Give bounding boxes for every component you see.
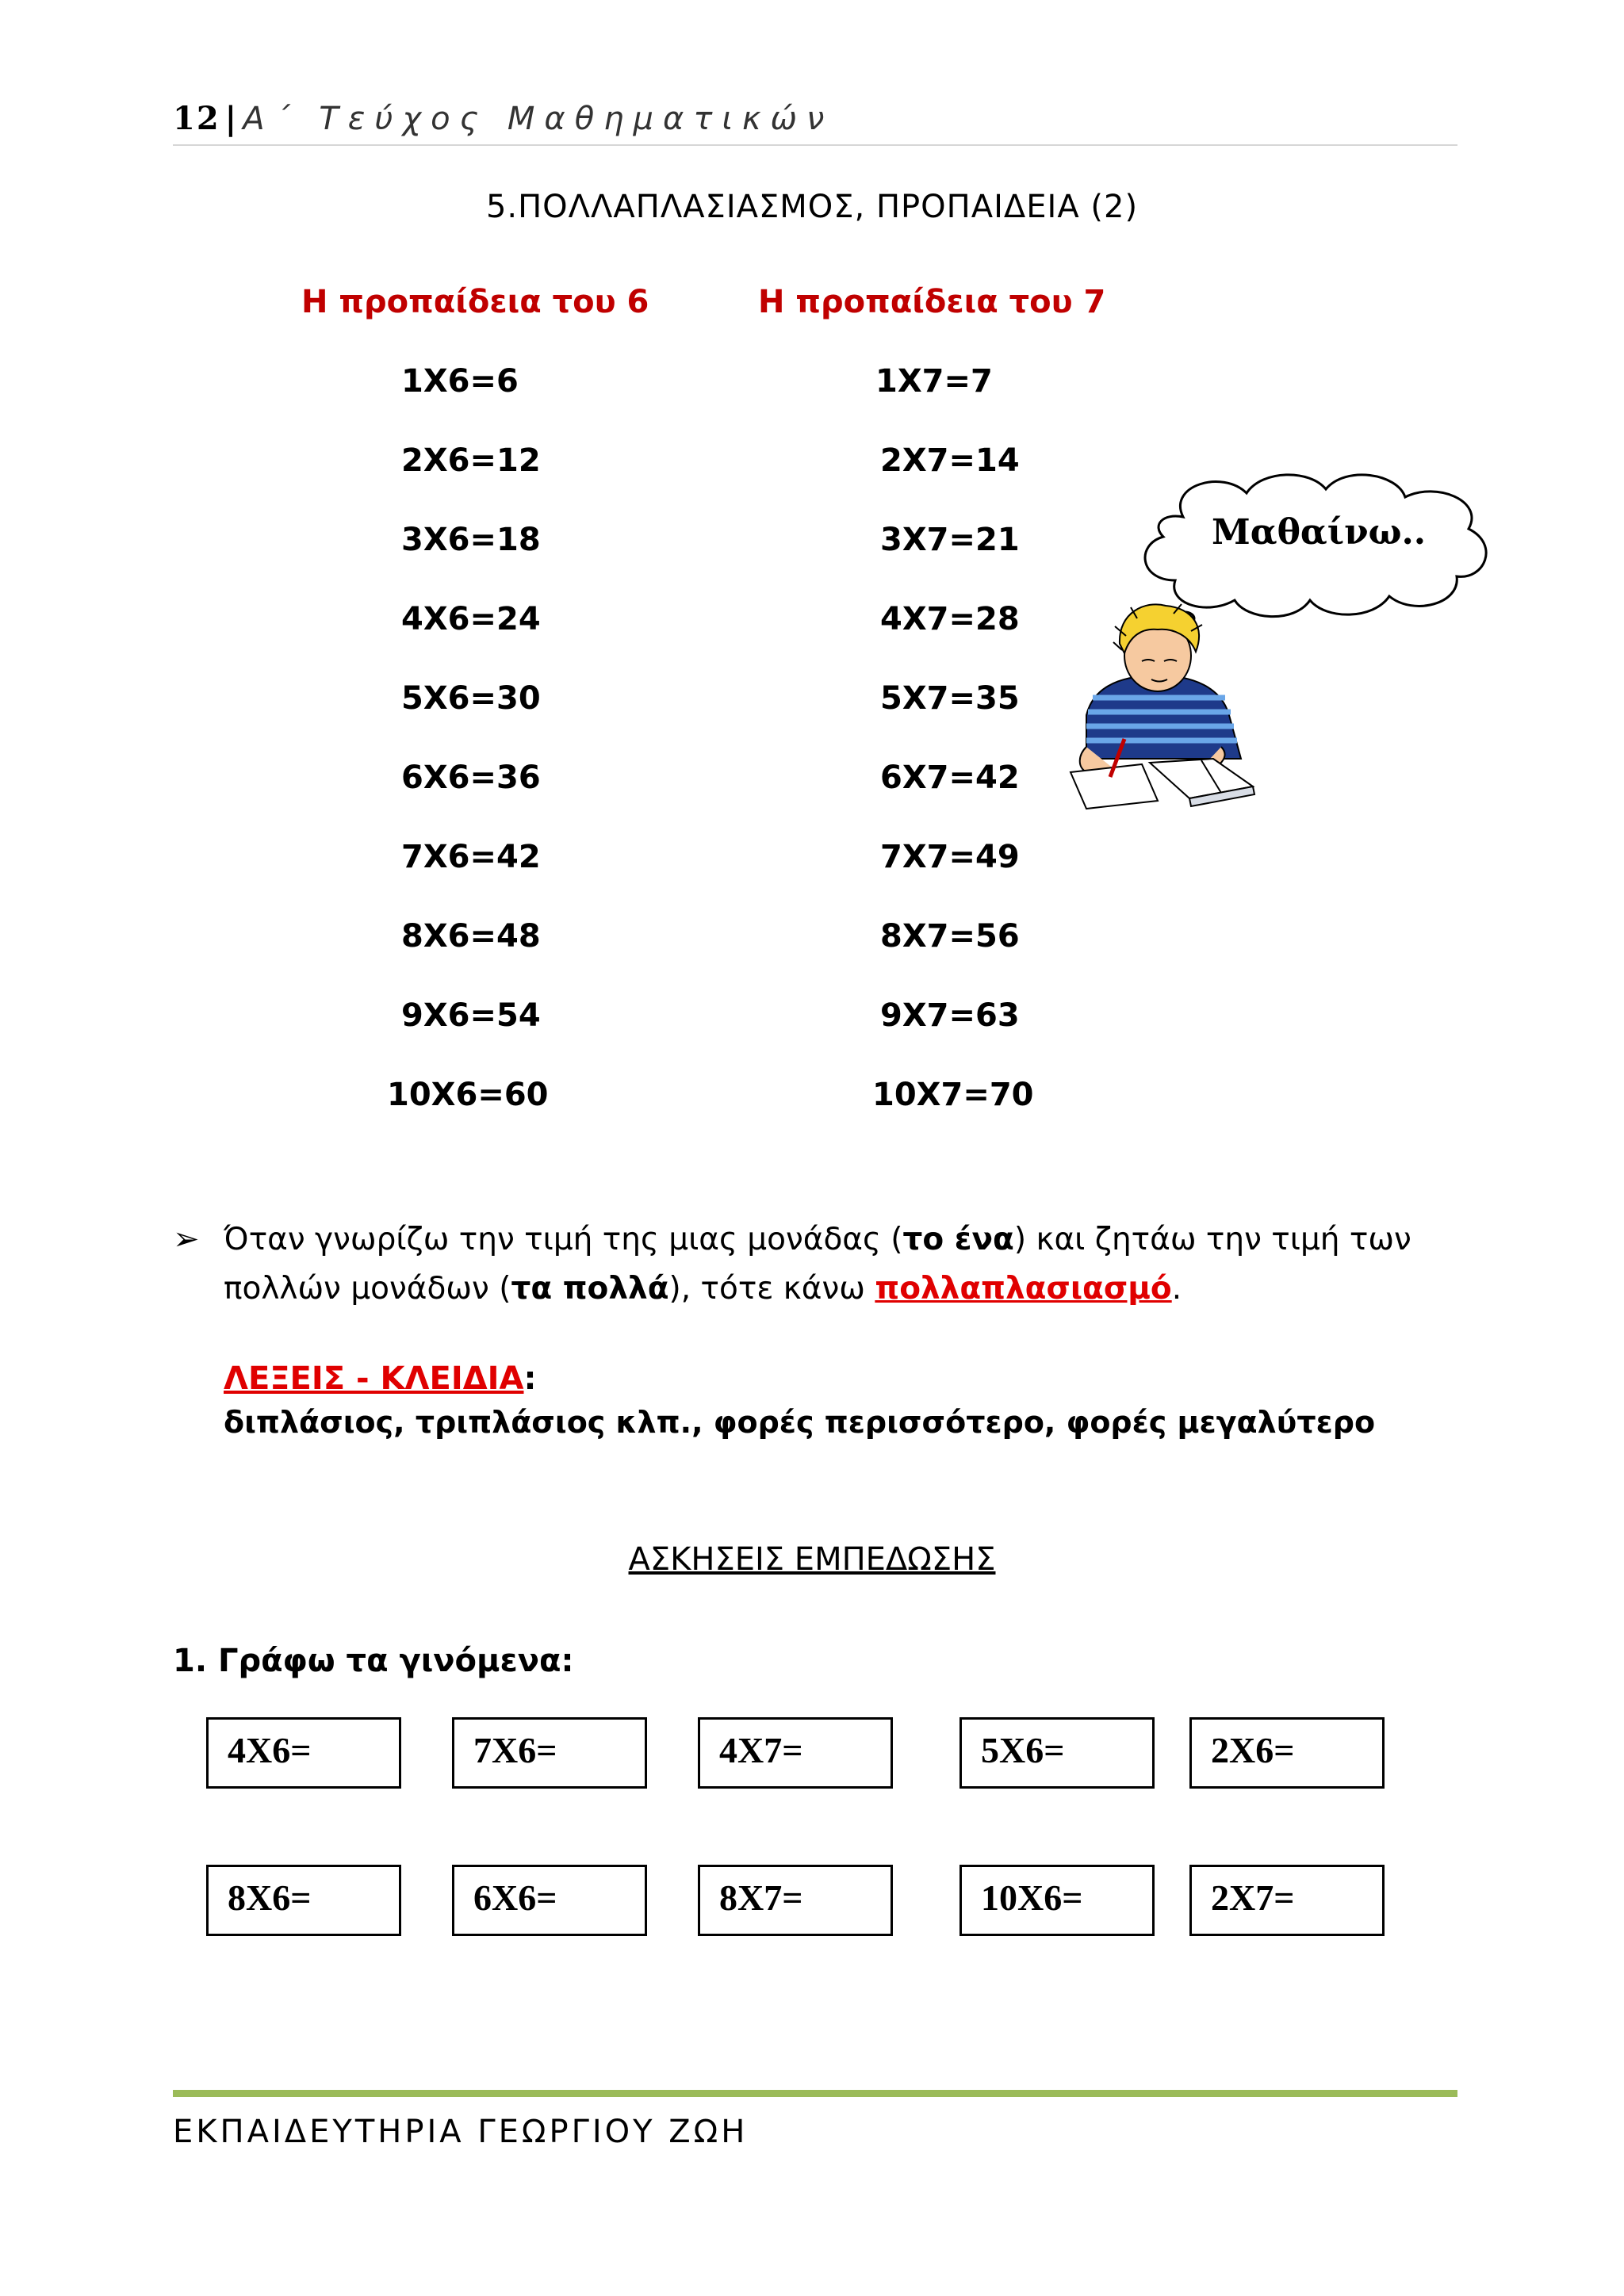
- answer-box[interactable]: 7X6=: [452, 1717, 647, 1789]
- rule-bold-many: τα πολλά: [511, 1271, 669, 1307]
- table7-row: 3X7=21: [880, 522, 1020, 558]
- answer-box[interactable]: 2X7=: [1189, 1865, 1385, 1936]
- header-separator: |: [224, 100, 239, 137]
- header-title: Α΄ Τεύχος Μαθηματικών: [243, 101, 834, 137]
- table6-row: 5X6=30: [401, 680, 541, 717]
- footer-divider: [173, 2090, 1457, 2097]
- bubble-text: Μαθαίνω..: [1212, 512, 1427, 553]
- table7-row: 9X7=63: [880, 997, 1020, 1034]
- rule-text: Όταν γνωρίζω την τιμή της μιας μονάδας (: [224, 1222, 903, 1257]
- table6-heading: Η προπαίδεια του 6: [301, 284, 649, 320]
- answer-box[interactable]: 4X6=: [206, 1717, 401, 1789]
- table7-row: 10X7=70: [872, 1077, 1034, 1113]
- table6-row: 4X6=24: [401, 601, 541, 637]
- rule-paragraph: [224, 1215, 1461, 1314]
- table7-heading: Η προπαίδεια του 7: [758, 284, 1106, 320]
- table7-row: 4X7=28: [880, 601, 1020, 637]
- rule-text: .: [1171, 1271, 1182, 1307]
- table7-row: 2X7=14: [880, 442, 1020, 479]
- answer-box[interactable]: 8X7=: [698, 1865, 893, 1936]
- answer-box[interactable]: 4X7=: [698, 1717, 893, 1789]
- table7-row: 1X7=7: [875, 363, 993, 400]
- table6-row: 9X6=54: [401, 997, 541, 1034]
- page-header: [173, 100, 833, 137]
- rule-highlight: πολλαπλασιασμό: [875, 1271, 1172, 1307]
- keywords-colon: :: [523, 1360, 537, 1397]
- page-number: 12: [173, 100, 220, 137]
- table6-row: 6X6=36: [401, 760, 541, 796]
- header-divider: [173, 144, 1457, 146]
- keywords-label: ΛΕΞΕΙΣ - ΚΛΕΙΔΙΑ: [224, 1360, 524, 1397]
- answer-box[interactable]: 5X6=: [959, 1717, 1155, 1789]
- exercises-title: ΑΣΚΗΣΕΙΣ ΕΜΠΕΔΩΣΗΣ: [628, 1541, 996, 1578]
- rule-bold-one: το ένα: [902, 1222, 1014, 1257]
- rule-text: ) και ζητάω την τιμή των πολλών μονάδων (: [224, 1222, 1411, 1307]
- answer-box[interactable]: 8X6=: [206, 1865, 401, 1936]
- answer-box[interactable]: 2X6=: [1189, 1717, 1385, 1789]
- bullet-arrow-icon: ➢: [173, 1221, 200, 1257]
- table6-row: 1X6=6: [401, 363, 519, 400]
- keywords-heading: [224, 1360, 537, 1397]
- table7-row: 6X7=42: [880, 760, 1020, 796]
- footer-text: ΕΚΠΑΙΔΕΥΤΗΡΙΑ ΓΕΩΡΓΙΟΥ ΖΩΗ: [173, 2114, 749, 2150]
- answer-box[interactable]: 6X6=: [452, 1865, 647, 1936]
- question-1: 1. Γράφω τα γινόμενα:: [173, 1643, 574, 1679]
- table6-row: 8X6=48: [401, 918, 541, 955]
- table6-row: 3X6=18: [401, 522, 541, 558]
- answer-box[interactable]: 10X6=: [959, 1865, 1155, 1936]
- section-title: 5.ΠΟΛΛΑΠΛΑΣΙΑΣΜΟΣ, ΠΡΟΠΑΙΔΕΙΑ (2): [485, 189, 1139, 225]
- keywords-text: διπλάσιος, τριπλάσιος κλπ., φορές περισσότερο, φορές μεγαλύτερο: [224, 1405, 1376, 1440]
- table6-row: 10X6=60: [387, 1077, 549, 1113]
- rule-text: ), τότε κάνω: [668, 1271, 875, 1307]
- table7-row: 5X7=35: [880, 680, 1020, 717]
- boy-studying-icon: [1055, 596, 1277, 826]
- table7-row: 8X7=56: [880, 918, 1020, 955]
- table6-row: 7X6=42: [401, 839, 541, 875]
- table7-row: 7X7=49: [880, 839, 1020, 875]
- table6-row: 2X6=12: [401, 442, 541, 479]
